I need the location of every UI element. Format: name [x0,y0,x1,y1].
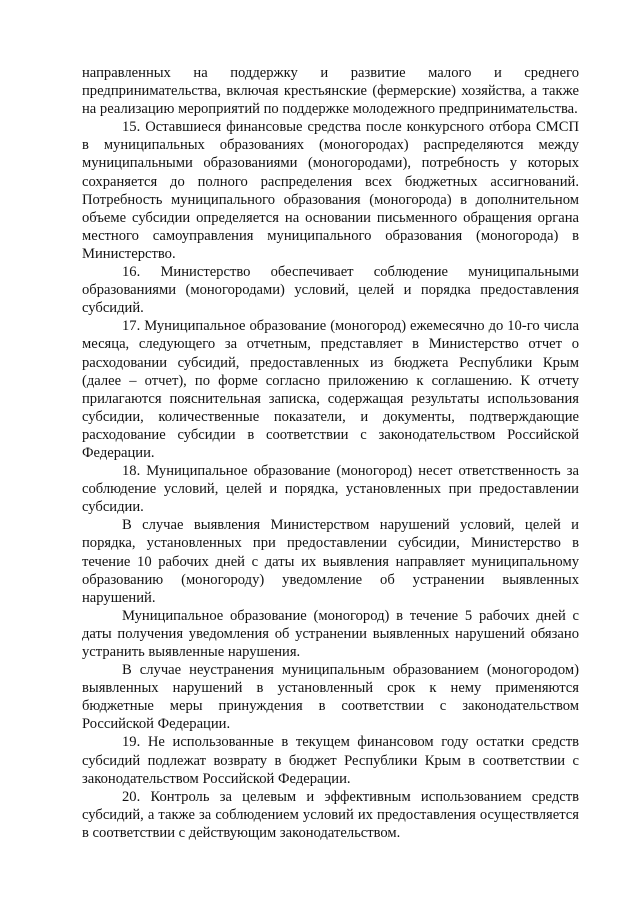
paragraph-text: направленных на поддержку и развитие малого и среднего предпринимательства, включая крестьянские (фермерские) хозяйства, а также на реализацию мероприятий по поддержке молодежного предпринимательства. [82,65,579,118]
paragraph-item-19 [82,733,579,787]
document-body [82,64,579,842]
paragraph-item-20 [82,788,579,842]
paragraph-item-18 [82,462,579,516]
paragraph-text: В случае выявления Министерством нарушений условий, целей и порядка, установленных при предоставлении субсидии, Министерство в течение 10 рабочих дней с даты их выявления направляет муниципальному образованию (моногороду) уведомление об устранении выявленных нарушений. [82,517,579,606]
paragraph-text: Муниципальное образование (моногород) ежемесячно до 10-го числа месяца, следующего за отчетным, представляет в Министерство отчет о расходовании субсидий, предоставленных из бюджета Республики Крым (далее – отчет), по форме согласно приложению к соглашению. К отчету прилагаются пояснительная записка, содержащая результаты использования субсидии, количественные показатели, и документы, подтверждающие расходование субсидии в соответствии с законодательством Российской Федерации. [82,318,579,461]
paragraph-item-17 [82,317,579,462]
paragraph-elimination [82,607,579,661]
paragraph-text: Муниципальное образование (моногород) в течение 5 рабочих дней с даты получения уведомления об устранении выявленных нарушений обязано устранить выявленные нарушения. [82,607,579,660]
item-number: 18. [122,463,141,480]
paragraph-violations [82,516,579,606]
item-number: 20. [122,788,141,805]
paragraph-continuation [82,64,579,118]
paragraph-item-15 [82,118,579,263]
item-number: 19. [122,734,141,751]
paragraph-text: Контроль за целевым и эффективным использованием средств субсидий, а также за соблюдением условий их предоставления осуществляется в соответствии с действующим законодательством. [82,788,580,841]
paragraph-enforcement [82,661,579,733]
paragraph-text: В случае неустранения муниципальным образованием (моногородом) выявленных нарушений в установленный срок к нему применяются бюджетные меры принуждения в соответствии с законодательством Российской Федерации. [82,662,579,733]
paragraph-text: Министерство обеспечивает соблюдение муниципальными образованиями (моногородами) условий, целей и порядка предоставления субсидий. [82,264,579,317]
item-number: 16. [122,264,141,281]
item-number: 17. [122,318,141,335]
paragraph-text: 15. Оставшиеся финансовые средства после конкурсного отбора СМСП в муниципальных образованиях (моногородах) распределяются между муниципальными образованиями (моногородами), потребность у которых сохраняется до полного распределения всех бюджетных ассигнований. Потребность муниципального образования (моногорода) в дополнительном объеме субсидии определяется на основании письменного обращения органа местного самоуправления муниципального образования (моногорода) в Министерство. [82,119,579,262]
paragraph-item-16 [82,263,579,317]
paragraph-text: Не использованные в текущем финансовом году остатки средств субсидий подлежат возврату в бюджет Республики Крым в соответствии с законодательством Российской Федерации. [82,734,579,787]
paragraph-text: Муниципальное образование (моногород) несет ответственность за соблюдение условий, целей и порядка, установленных при предоставлении субсидии. [82,463,579,516]
